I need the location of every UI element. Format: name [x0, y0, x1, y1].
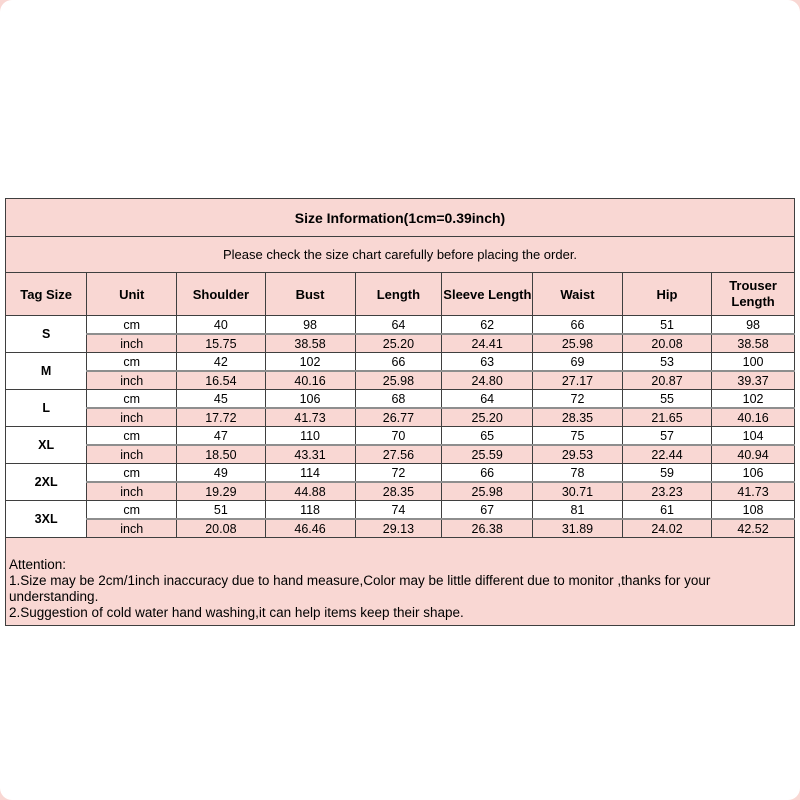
- table-title-row: [6, 199, 795, 237]
- value-cell: 51: [177, 501, 265, 520]
- size-row-s-cm: [6, 316, 795, 335]
- column-header-trouser-length: Trouser Length: [712, 273, 795, 316]
- value-cell: 108: [712, 501, 795, 520]
- size-row-2xl-cm: [6, 464, 795, 483]
- unit-cell-cm: cm: [87, 427, 177, 446]
- value-cell: 69: [533, 353, 623, 372]
- unit-cell-cm: cm: [87, 353, 177, 372]
- size-row-3xl-cm: [6, 501, 795, 520]
- value-cell: 25.98: [533, 334, 623, 353]
- size-row-s-inch: [6, 334, 795, 353]
- value-cell: 72: [533, 390, 623, 409]
- value-cell: 40.94: [712, 445, 795, 464]
- table-subtitle-row: [6, 237, 795, 273]
- column-header-tag-size: Tag Size: [6, 273, 87, 316]
- value-cell: 19.29: [177, 482, 265, 501]
- unit-cell-inch: inch: [87, 482, 177, 501]
- value-cell: 25.59: [442, 445, 533, 464]
- size-row-xl-inch: [6, 445, 795, 464]
- value-cell: 66: [442, 464, 533, 483]
- unit-cell-inch: inch: [87, 334, 177, 353]
- value-cell: 28.35: [533, 408, 623, 427]
- value-cell: 15.75: [177, 334, 265, 353]
- size-row-2xl-inch: [6, 482, 795, 501]
- value-cell: 75: [533, 427, 623, 446]
- table-subtitle: Please check the size chart carefully before placing the order.: [6, 237, 795, 273]
- value-cell: 51: [622, 316, 711, 335]
- value-cell: 17.72: [177, 408, 265, 427]
- column-header-hip: Hip: [622, 273, 711, 316]
- value-cell: 53: [622, 353, 711, 372]
- value-cell: 31.89: [533, 519, 623, 538]
- value-cell: 24.41: [442, 334, 533, 353]
- value-cell: 74: [355, 501, 442, 520]
- size-table-body: [6, 199, 795, 538]
- column-header-bust: Bust: [265, 273, 355, 316]
- unit-cell-inch: inch: [87, 445, 177, 464]
- value-cell: 65: [442, 427, 533, 446]
- column-header-sleeve-length: Sleeve Length: [442, 273, 533, 316]
- size-row-m-inch: [6, 371, 795, 390]
- unit-cell-inch: inch: [87, 408, 177, 427]
- value-cell: 66: [355, 353, 442, 372]
- unit-cell-cm: cm: [87, 316, 177, 335]
- value-cell: 41.73: [712, 482, 795, 501]
- attention-note: [5, 537, 795, 626]
- value-cell: 23.23: [622, 482, 711, 501]
- value-cell: 40.16: [712, 408, 795, 427]
- value-cell: 25.98: [442, 482, 533, 501]
- column-header-row: [6, 273, 795, 316]
- column-header-unit: Unit: [87, 273, 177, 316]
- value-cell: 104: [712, 427, 795, 446]
- value-cell: 25.98: [355, 371, 442, 390]
- value-cell: 24.80: [442, 371, 533, 390]
- value-cell: 20.87: [622, 371, 711, 390]
- value-cell: 16.54: [177, 371, 265, 390]
- value-cell: 22.44: [622, 445, 711, 464]
- value-cell: 68: [355, 390, 442, 409]
- value-cell: 21.65: [622, 408, 711, 427]
- size-chart-sheet: [5, 198, 795, 626]
- value-cell: 27.17: [533, 371, 623, 390]
- value-cell: 42.52: [712, 519, 795, 538]
- value-cell: 102: [265, 353, 355, 372]
- table-title: Size Information(1cm=0.39inch): [6, 199, 795, 237]
- value-cell: 20.08: [622, 334, 711, 353]
- value-cell: 98: [712, 316, 795, 335]
- value-cell: 20.08: [177, 519, 265, 538]
- value-cell: 61: [622, 501, 711, 520]
- attention-line-2: 2.Suggestion of cold water hand washing,it can help items keep their shape.: [9, 605, 464, 620]
- unit-cell-cm: cm: [87, 501, 177, 520]
- value-cell: 72: [355, 464, 442, 483]
- column-header-shoulder: Shoulder: [177, 273, 265, 316]
- value-cell: 40.16: [265, 371, 355, 390]
- unit-cell-cm: cm: [87, 390, 177, 409]
- value-cell: 67: [442, 501, 533, 520]
- value-cell: 40: [177, 316, 265, 335]
- value-cell: 27.56: [355, 445, 442, 464]
- size-row-l-inch: [6, 408, 795, 427]
- value-cell: 106: [265, 390, 355, 409]
- value-cell: 110: [265, 427, 355, 446]
- value-cell: 46.46: [265, 519, 355, 538]
- value-cell: 29.53: [533, 445, 623, 464]
- value-cell: 42: [177, 353, 265, 372]
- value-cell: 18.50: [177, 445, 265, 464]
- size-row-xl-cm: [6, 427, 795, 446]
- attention-heading: Attention:: [9, 557, 67, 572]
- unit-cell-inch: inch: [87, 519, 177, 538]
- value-cell: 38.58: [265, 334, 355, 353]
- value-cell: 43.31: [265, 445, 355, 464]
- column-header-waist: Waist: [533, 273, 623, 316]
- value-cell: 78: [533, 464, 623, 483]
- column-header-length: Length: [355, 273, 442, 316]
- value-cell: 81: [533, 501, 623, 520]
- tag-size-cell-s: S: [6, 316, 87, 353]
- value-cell: 25.20: [355, 334, 442, 353]
- value-cell: 44.88: [265, 482, 355, 501]
- value-cell: 45: [177, 390, 265, 409]
- size-row-3xl-inch: [6, 519, 795, 538]
- value-cell: 25.20: [442, 408, 533, 427]
- value-cell: 38.58: [712, 334, 795, 353]
- value-cell: 29.13: [355, 519, 442, 538]
- tag-size-cell-3xl: 3XL: [6, 501, 87, 538]
- value-cell: 30.71: [533, 482, 623, 501]
- value-cell: 66: [533, 316, 623, 335]
- value-cell: 118: [265, 501, 355, 520]
- value-cell: 98: [265, 316, 355, 335]
- size-table: [5, 198, 795, 538]
- value-cell: 26.38: [442, 519, 533, 538]
- value-cell: 41.73: [265, 408, 355, 427]
- value-cell: 57: [622, 427, 711, 446]
- value-cell: 102: [712, 390, 795, 409]
- value-cell: 100: [712, 353, 795, 372]
- value-cell: 70: [355, 427, 442, 446]
- value-cell: 64: [442, 390, 533, 409]
- value-cell: 24.02: [622, 519, 711, 538]
- tag-size-cell-2xl: 2XL: [6, 464, 87, 501]
- value-cell: 39.37: [712, 371, 795, 390]
- tag-size-cell-xl: XL: [6, 427, 87, 464]
- value-cell: 49: [177, 464, 265, 483]
- value-cell: 55: [622, 390, 711, 409]
- value-cell: 59: [622, 464, 711, 483]
- size-row-l-cm: [6, 390, 795, 409]
- value-cell: 64: [355, 316, 442, 335]
- tag-size-cell-m: M: [6, 353, 87, 390]
- value-cell: 28.35: [355, 482, 442, 501]
- value-cell: 106: [712, 464, 795, 483]
- value-cell: 26.77: [355, 408, 442, 427]
- tag-size-cell-l: L: [6, 390, 87, 427]
- value-cell: 47: [177, 427, 265, 446]
- value-cell: 62: [442, 316, 533, 335]
- unit-cell-inch: inch: [87, 371, 177, 390]
- value-cell: 63: [442, 353, 533, 372]
- value-cell: 114: [265, 464, 355, 483]
- size-row-m-cm: [6, 353, 795, 372]
- attention-line-1: 1.Size may be 2cm/1inch inaccuracy due to hand measure,Color may be little different due to monitor ,thanks for your understanding.: [9, 573, 711, 604]
- unit-cell-cm: cm: [87, 464, 177, 483]
